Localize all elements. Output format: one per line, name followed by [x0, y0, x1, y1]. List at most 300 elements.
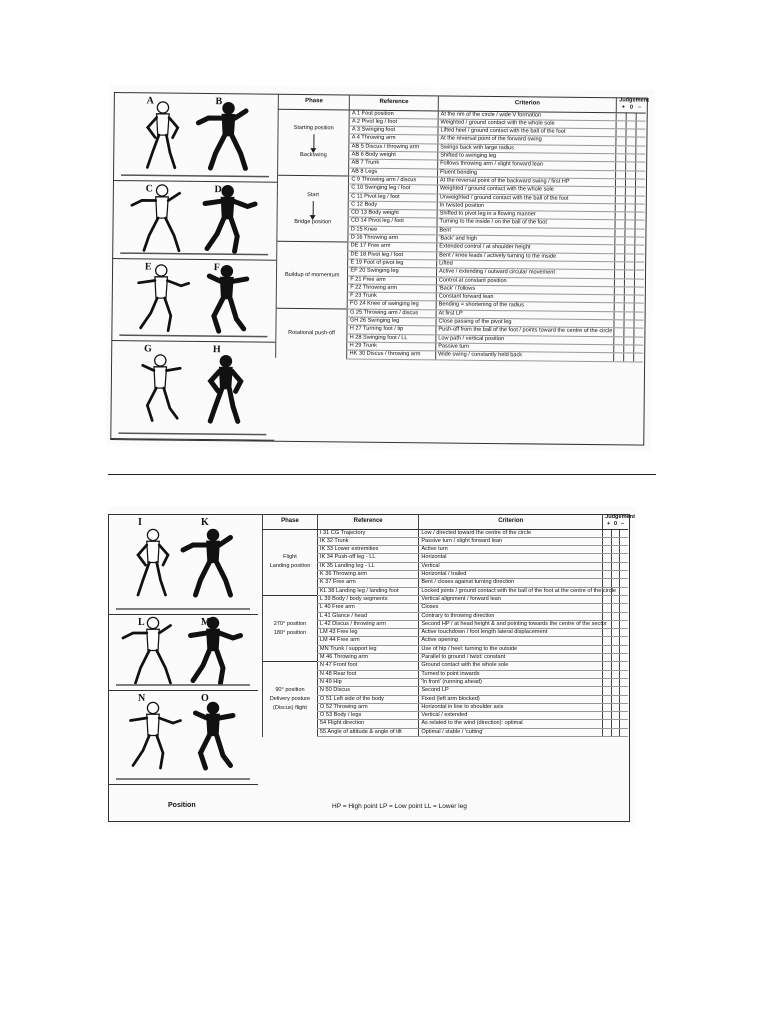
judgement-checkbox[interactable] — [636, 129, 646, 137]
judgement-checkbox[interactable] — [611, 562, 619, 570]
judgement-checkbox[interactable] — [603, 554, 611, 562]
judgement-checkbox[interactable] — [619, 712, 628, 720]
judgement-checkbox[interactable] — [603, 654, 611, 662]
reference-cell: AB 5 Discus / throwing arm — [349, 143, 438, 152]
judgement-checkbox[interactable] — [625, 220, 635, 228]
table-row — [263, 529, 629, 537]
judgement-checkbox[interactable] — [616, 154, 626, 162]
phase-arrow-icon — [313, 134, 314, 150]
figure-letter: I — [138, 517, 142, 528]
judgement-checkbox[interactable] — [615, 229, 625, 237]
judgement-checkbox[interactable] — [635, 212, 645, 220]
judgement-checkbox[interactable] — [619, 554, 628, 562]
judgement-checkbox[interactable] — [626, 113, 636, 121]
figure-letter: K — [201, 517, 209, 528]
criterion-cell: Optimal / stable / 'cutting' — [419, 728, 603, 736]
judgement-checkbox[interactable] — [619, 670, 628, 678]
judgement-checkbox[interactable] — [615, 220, 625, 228]
judgement-checkbox[interactable] — [611, 612, 619, 620]
judgement-checkbox[interactable] — [624, 345, 634, 353]
figure-panel — [112, 180, 277, 261]
criterion-cell: Low path / vertical position — [436, 335, 614, 345]
criterion-cell: Second LP — [419, 687, 603, 695]
judgement-checkbox[interactable] — [611, 604, 619, 612]
reference-cell: L 42 Discus / throwing arm — [317, 620, 418, 628]
criterion-cell: Horizontal — [419, 554, 603, 562]
judgement-checkbox[interactable] — [603, 703, 611, 711]
judgement-checkbox[interactable] — [634, 303, 644, 311]
judgement-checkbox[interactable] — [603, 695, 611, 703]
phase-label: 90° position — [275, 686, 305, 693]
judgement-checkbox[interactable] — [611, 662, 619, 670]
phase-label: Backswing — [300, 152, 327, 159]
judgement-checkbox[interactable] — [615, 204, 625, 212]
criterion-cell: Active turn — [419, 546, 603, 554]
criterion-cell: Turning to the inside / on the ball of the foot — [437, 218, 615, 228]
judgement-checkbox[interactable] — [636, 121, 646, 129]
phase-cell — [278, 109, 350, 176]
judgement-checkbox[interactable] — [619, 587, 628, 595]
judgement-checkbox[interactable] — [619, 654, 628, 662]
criterion-cell: Fixed (left arm blocked) — [419, 695, 603, 703]
criterion-cell: Bent — [437, 227, 615, 237]
criteria-table-bottom — [262, 514, 635, 737]
judgement-checkbox[interactable] — [634, 279, 644, 287]
judgement-checkbox[interactable] — [603, 546, 611, 554]
judgement-checkbox[interactable] — [625, 262, 635, 270]
phase-label: Buildup of momentum — [284, 271, 340, 278]
judgement-checkbox[interactable] — [603, 529, 611, 537]
judgement-checkbox[interactable] — [603, 728, 611, 736]
table-row — [263, 629, 629, 637]
judgement-checkbox[interactable] — [619, 695, 628, 703]
reference-cell: I 31 CG Trajectory — [317, 529, 418, 537]
judgement-checkbox[interactable] — [603, 662, 611, 670]
reference-cell: A 4 Throwing arm — [349, 134, 438, 143]
judgement-checkbox[interactable] — [634, 295, 644, 303]
criterion-cell: Bent / closes against turning direction — [419, 579, 603, 587]
table-row — [263, 587, 629, 595]
criteria-table-top — [275, 94, 649, 362]
judgement-checkbox[interactable] — [614, 353, 624, 361]
judgement-checkbox[interactable] — [603, 637, 611, 645]
criterion-cell: Close passing of the pivot leg — [436, 318, 614, 328]
reference-cell: AB 7 Trunk — [349, 159, 438, 168]
judgement-checkbox[interactable] — [633, 345, 643, 353]
reference-cell: LM 44 Free arm — [317, 637, 418, 645]
judgement-checkbox[interactable] — [625, 254, 635, 262]
judgement-checkbox[interactable] — [611, 703, 619, 711]
reference-cell: C 12 Body — [349, 201, 438, 210]
judgement-checkbox[interactable] — [616, 112, 626, 120]
judgement-checkbox[interactable] — [619, 562, 628, 570]
judgement-checkbox[interactable] — [615, 278, 625, 286]
criterion-cell: Lifted — [437, 260, 615, 270]
judgement-checkbox[interactable] — [619, 571, 628, 579]
judgement-checkbox[interactable] — [619, 604, 628, 612]
judgement-checkbox[interactable] — [635, 229, 645, 237]
reference-cell: HK 30 Discus / throwing arm — [347, 350, 436, 359]
reference-cell: H 29 Trunk — [347, 342, 436, 351]
reference-cell: L 41 Glance / head — [317, 612, 418, 620]
judgement-checkbox[interactable] — [624, 320, 634, 328]
criterion-cell: Push-off from the ball of the foot / points toward the centre of the circle — [436, 326, 614, 336]
judgement-checkbox[interactable] — [611, 678, 619, 686]
reference-cell: N 48 Rear foot — [317, 670, 418, 678]
phase-cell — [276, 308, 348, 359]
judgement-checkbox[interactable] — [603, 687, 611, 695]
criterion-cell: Constant forward lean — [436, 293, 614, 303]
judgement-checkbox[interactable] — [603, 712, 611, 720]
judgement-checkbox[interactable] — [616, 121, 626, 129]
athlete-figures-icon — [111, 258, 276, 342]
table-header-reference: Reference — [350, 95, 439, 111]
judgement-checkbox[interactable] — [625, 245, 635, 253]
reference-cell: AB 6 Body weight — [349, 151, 438, 160]
judgement-checkbox[interactable] — [611, 571, 619, 579]
reference-cell: K 37 Free arm — [317, 579, 418, 587]
judgement-checkbox[interactable] — [634, 254, 644, 262]
judgement-checkbox[interactable] — [624, 278, 634, 286]
judgement-checkbox[interactable] — [611, 629, 619, 637]
judgement-checkbox[interactable] — [611, 554, 619, 562]
judgement-checkbox[interactable] — [616, 195, 626, 203]
judgement-checkbox[interactable] — [603, 629, 611, 637]
athlete-figures-icon — [108, 614, 258, 690]
judgement-checkbox[interactable] — [636, 137, 646, 145]
judgement-checkbox[interactable] — [611, 645, 619, 653]
judgement-checkbox[interactable] — [624, 312, 634, 320]
judgement-checkbox[interactable] — [616, 179, 626, 187]
judgement-checkbox[interactable] — [626, 129, 636, 137]
phase-label: Bridge position — [294, 218, 332, 225]
figure-letter: O — [201, 693, 209, 704]
judgement-checkbox[interactable] — [619, 645, 628, 653]
judgement-checkbox[interactable] — [603, 604, 611, 612]
criterion-cell: Parallel to ground / twist: constant — [419, 654, 603, 662]
phase-arrow-icon — [312, 201, 313, 217]
judgement-checkbox[interactable] — [614, 328, 624, 336]
table-header-phase: Phase — [263, 514, 318, 529]
judgement-checkbox[interactable] — [635, 204, 645, 212]
criterion-cell: Horizontal / trailed — [419, 571, 603, 579]
judgement-checkbox[interactable] — [633, 353, 643, 361]
judgement-checkbox[interactable] — [616, 137, 626, 145]
judgement-checkbox[interactable] — [619, 529, 628, 537]
figure-letter: C — [145, 183, 153, 195]
reference-cell: N 49 Hip — [317, 678, 418, 686]
judgement-checkbox[interactable] — [603, 678, 611, 686]
figure-letter: F — [213, 262, 220, 274]
phase-label: Landing position — [269, 563, 311, 570]
judgement-checkbox[interactable] — [611, 579, 619, 587]
judgement-checkbox[interactable] — [603, 720, 611, 728]
figure-panel — [108, 690, 258, 785]
judgement-checkbox[interactable] — [619, 546, 628, 554]
judgement-checkbox[interactable] — [619, 703, 628, 711]
criterion-cell: Lifted heel / ground contact with the ball of the foot — [438, 127, 616, 137]
judgement-checkbox[interactable] — [603, 612, 611, 620]
phase-cell — [263, 595, 318, 661]
judgement-checkbox[interactable] — [614, 336, 624, 344]
judgement-checkbox[interactable] — [625, 237, 635, 245]
judgement-checkbox[interactable] — [625, 229, 635, 237]
judgement-marks — [605, 521, 626, 528]
judgement-checkbox[interactable] — [636, 113, 646, 121]
judgement-checkbox[interactable] — [635, 196, 645, 204]
criterion-cell: Active / extending / outward circular movement — [436, 268, 614, 278]
judgement-checkbox[interactable] — [634, 320, 644, 328]
judgement-checkbox[interactable] — [634, 287, 644, 295]
judgement-checkbox[interactable] — [635, 179, 645, 187]
judgement-checkbox[interactable] — [616, 162, 626, 170]
reference-cell: C 9 Throwing arm / discus — [349, 176, 438, 185]
phase-label: Delivery posture — [269, 695, 311, 702]
judgement-checkbox[interactable] — [624, 303, 634, 311]
judgement-checkbox[interactable] — [614, 312, 624, 320]
judgement-checkbox[interactable] — [624, 328, 634, 336]
reference-cell: D 16 Throwing arm — [348, 234, 437, 243]
judgement-checkbox[interactable] — [619, 579, 628, 587]
table-row — [263, 562, 629, 570]
judgement-mark: – — [620, 521, 625, 528]
judgement-checkbox[interactable] — [635, 220, 645, 228]
table-row — [263, 712, 629, 720]
table-row — [263, 654, 629, 662]
criterion-cell: Passive turn — [436, 343, 614, 353]
judgement-checkbox[interactable] — [603, 537, 611, 545]
judgement-checkbox[interactable] — [614, 320, 624, 328]
judgement-checkbox[interactable] — [634, 245, 644, 253]
judgement-checkbox[interactable] — [626, 154, 636, 162]
criterion-cell: Active touchdown / foot length lateral displacement — [419, 629, 603, 637]
table-row — [263, 579, 629, 587]
judgement-checkbox[interactable] — [616, 146, 626, 154]
figure-panel — [111, 258, 276, 343]
figure-letter: H — [212, 344, 221, 356]
reference-cell: N 50 Discus — [317, 687, 418, 695]
judgement-checkbox[interactable] — [633, 337, 643, 345]
figure-panel — [108, 514, 258, 615]
judgement-checkbox[interactable] — [634, 270, 644, 278]
table-row — [263, 678, 629, 686]
criterion-cell: Control at constant position — [436, 276, 614, 286]
athlete-figures-icon — [113, 92, 278, 182]
judgement-checkbox[interactable] — [619, 678, 628, 686]
judgement-checkbox[interactable] — [611, 728, 619, 736]
athlete-figures-icon — [110, 340, 275, 440]
phase-cell — [276, 242, 348, 309]
reference-cell: O 51 Left side of the body — [317, 695, 418, 703]
table-row — [263, 554, 629, 562]
table-header-judgement — [603, 514, 635, 529]
judgement-checkbox[interactable] — [611, 620, 619, 628]
judgement-checkbox[interactable] — [624, 337, 634, 345]
table-row — [263, 670, 629, 678]
judgement-checkbox[interactable] — [624, 270, 634, 278]
judgement-checkbox[interactable] — [634, 312, 644, 320]
criterion-cell: 'Back' / follows — [436, 285, 614, 295]
judgement-checkbox[interactable] — [626, 137, 636, 145]
criterion-cell: 'Back' and high — [437, 235, 615, 245]
judgement-checkbox[interactable] — [611, 712, 619, 720]
judgement-checkbox[interactable] — [619, 612, 628, 620]
judgement-mark: + — [621, 104, 625, 111]
criterion-cell: Bent / knee leads / actively turning to the inside — [437, 252, 615, 262]
figure-letter: G — [143, 343, 152, 355]
judgement-checkbox[interactable] — [625, 187, 635, 195]
phase-label: Starting position — [293, 125, 334, 132]
judgement-mark: 0 — [614, 521, 618, 528]
criterion-cell: Turned to point inwards — [419, 670, 603, 678]
criterion-cell: Weighted / ground contact with the whole sole — [437, 185, 615, 195]
judgement-checkbox[interactable] — [614, 303, 624, 311]
reference-cell: AB 8 Legs — [349, 168, 438, 177]
judgement-checkbox[interactable] — [615, 262, 625, 270]
judgement-checkbox[interactable] — [619, 687, 628, 695]
judgement-checkbox[interactable] — [615, 212, 625, 220]
table-row — [263, 571, 629, 579]
judgement-checkbox[interactable] — [624, 287, 634, 295]
judgement-checkbox[interactable] — [616, 129, 626, 137]
judgement-checkbox[interactable] — [611, 537, 619, 545]
criterion-cell: 'In front' (running ahead) — [419, 678, 603, 686]
judgement-checkbox[interactable] — [611, 546, 619, 554]
criterion-cell: Horizontal in line to shoulder axis — [419, 703, 603, 711]
judgement-checkbox[interactable] — [624, 295, 634, 303]
judgement-checkbox[interactable] — [619, 720, 628, 728]
figure-letter: E — [144, 261, 152, 273]
judgement-checkbox[interactable] — [611, 687, 619, 695]
judgement-checkbox[interactable] — [615, 237, 625, 245]
judgement-checkbox[interactable] — [624, 353, 634, 361]
judgement-checkbox[interactable] — [611, 529, 619, 537]
judgement-checkbox[interactable] — [635, 237, 645, 245]
judgement-checkbox[interactable] — [635, 146, 645, 154]
table-header-criterion: Criterion — [419, 514, 603, 529]
criterion-cell: Follows throwing arm / slight forward lean — [438, 160, 616, 170]
judgement-checkbox[interactable] — [615, 287, 625, 295]
judgement-checkbox[interactable] — [611, 720, 619, 728]
criterion-cell: Vertical / extended — [419, 712, 603, 720]
judgement-checkbox[interactable] — [615, 245, 625, 253]
reference-cell: CD 14 Pivot leg / foot — [348, 217, 437, 226]
table-row — [263, 612, 629, 620]
reference-cell: K 36 Throwing arm — [317, 571, 418, 579]
judgement-checkbox[interactable] — [619, 629, 628, 637]
criterion-cell: Locked joints / ground contact with the ball of the foot at the centre of the circle — [419, 587, 603, 595]
judgement-checkbox[interactable] — [603, 571, 611, 579]
judgement-checkbox[interactable] — [634, 262, 644, 270]
figure-panel — [113, 92, 278, 183]
table-row — [263, 537, 629, 545]
judgement-checkbox[interactable] — [625, 195, 635, 203]
judgement-checkbox[interactable] — [619, 728, 628, 736]
judgement-checkbox[interactable] — [626, 146, 636, 154]
criterion-cell: Weighted / ground contact with the whole sole — [438, 119, 616, 129]
criterion-cell: Contrary to throwing direction — [419, 612, 603, 620]
judgement-checkbox[interactable] — [611, 695, 619, 703]
judgement-checkbox[interactable] — [615, 270, 625, 278]
judgement-checkbox[interactable] — [603, 670, 611, 678]
reference-cell: H 27 Turning foot / tip — [347, 325, 436, 334]
reference-cell: F 23 Trunk — [348, 292, 437, 301]
judgement-checkbox[interactable] — [619, 637, 628, 645]
judgement-checkbox[interactable] — [635, 171, 645, 179]
judgement-checkbox[interactable] — [619, 537, 628, 545]
reference-cell: E 19 Foot of pivot leg — [348, 259, 437, 268]
reference-cell: D 15 Knee — [348, 226, 437, 235]
judgement-checkbox[interactable] — [625, 212, 635, 220]
criterion-cell: Vertical — [419, 562, 603, 570]
judgement-checkbox[interactable] — [635, 162, 645, 170]
phase-cell — [277, 175, 349, 242]
judgement-checkbox[interactable] — [614, 345, 624, 353]
judgement-checkbox[interactable] — [603, 645, 611, 653]
reference-cell: C 11 Pivot leg / foot — [349, 193, 438, 202]
judgement-checkbox[interactable] — [615, 253, 625, 261]
judgement-checkbox[interactable] — [611, 670, 619, 678]
reference-cell: 54 Flight direction — [317, 720, 418, 728]
table-header-criterion: Criterion — [438, 95, 616, 112]
table-row — [263, 720, 629, 728]
reference-cell: O 52 Throwing arm — [317, 703, 418, 711]
figure-letter: A — [146, 95, 154, 107]
judgement-checkbox[interactable] — [603, 562, 611, 570]
judgement-checkbox[interactable] — [635, 187, 645, 195]
judgement-checkbox[interactable] — [634, 328, 644, 336]
judgement-checkbox[interactable] — [619, 620, 628, 628]
judgement-checkbox[interactable] — [625, 204, 635, 212]
judgement-checkbox[interactable] — [611, 637, 619, 645]
judgement-checkbox[interactable] — [611, 654, 619, 662]
judgement-checkbox[interactable] — [616, 187, 626, 195]
judgement-mark: 0 — [629, 104, 634, 111]
criterion-cell: Fluent bending — [437, 169, 615, 179]
criterion-cell: Low / directed toward the centre of the circle — [419, 529, 603, 537]
judgement-checkbox[interactable] — [603, 595, 611, 603]
reference-cell: KL 38 Landing leg / landing foot — [317, 587, 418, 595]
judgement-checkbox[interactable] — [619, 662, 628, 670]
judgement-checkbox[interactable] — [611, 595, 619, 603]
judgement-marks — [619, 105, 644, 113]
judgement-checkbox[interactable] — [626, 171, 636, 179]
judgement-checkbox[interactable] — [625, 179, 635, 187]
reference-cell: L 40 Free arm — [317, 604, 418, 612]
judgement-checkbox[interactable] — [616, 170, 626, 178]
judgement-checkbox[interactable] — [635, 154, 645, 162]
judgement-checkbox[interactable] — [626, 121, 636, 129]
judgement-checkbox[interactable] — [603, 579, 611, 587]
criterion-cell: Closes — [419, 604, 603, 612]
judgement-checkbox[interactable] — [619, 595, 628, 603]
figure-panel — [110, 340, 275, 441]
figure-letter: L — [138, 617, 145, 628]
table-row — [263, 703, 629, 711]
table-row — [263, 620, 629, 628]
phase-cell — [263, 529, 318, 595]
reference-cell: IK 34 Push-off leg - LL — [317, 554, 418, 562]
table-row — [263, 637, 629, 645]
reference-cell: GH 26 Swinging leg — [347, 317, 436, 326]
reference-cell: IK 33 Lower extremities — [317, 546, 418, 554]
reference-cell: O 53 Body / legs — [317, 712, 418, 720]
criterion-cell: Ground contact with the whole sole — [419, 662, 603, 670]
judgement-checkbox[interactable] — [626, 162, 636, 170]
table-header-judgement — [616, 97, 649, 112]
figure-letter: M — [201, 617, 211, 628]
judgement-checkbox[interactable] — [614, 295, 624, 303]
